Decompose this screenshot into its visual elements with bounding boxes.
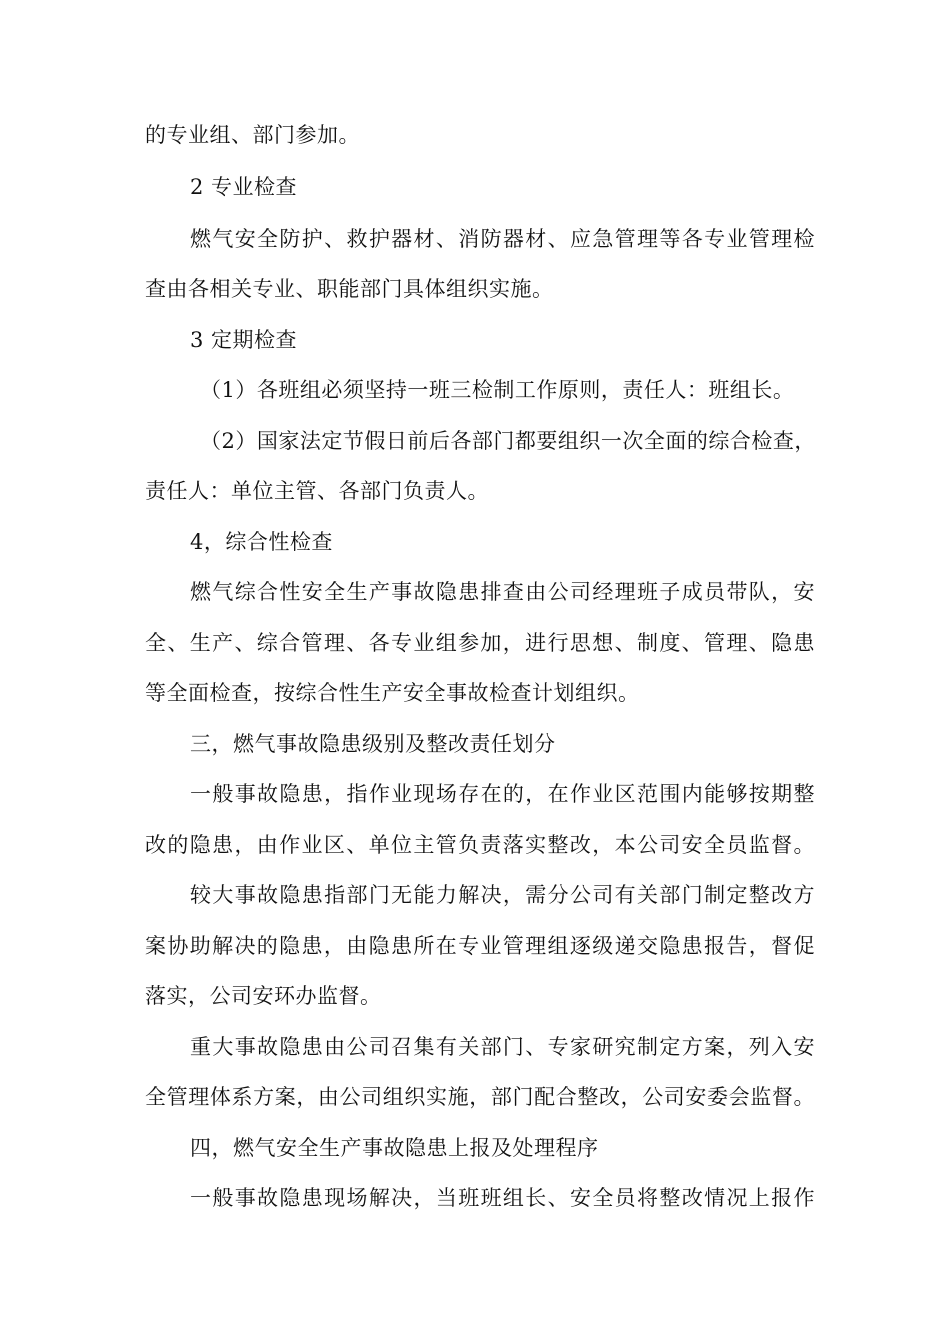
text-line: 重大事故隐患由公司召集有关部门、专家研究制定方案，列入安 (190, 1035, 815, 1059)
text-line: 全、生产、综合管理、各专业组参加，进行思想、制度、管理、隐患 (145, 631, 815, 655)
text-line: 等全面检查，按综合性生产安全事故检查计划组织。 (145, 681, 640, 705)
text-line: （2）国家法定节假日前后各部门都要组织一次全面的综合检查， (200, 429, 816, 453)
text-line: 燃气综合性安全生产事故隐患排查由公司经理班子成员带队，安 (190, 580, 815, 604)
text-line: 查由各相关专业、职能部门具体组织实施。 (145, 277, 554, 301)
text-line: 的专业组、部门参加。 (145, 123, 360, 147)
text-line: 落实，公司安环办监督。 (145, 984, 382, 1008)
section-heading: 4，综合性检查 (190, 530, 333, 554)
text-line: 全管理体系方案，由公司组织实施，部门配合整改，公司安委会监督。 (145, 1085, 815, 1109)
text-line: （1）各班组必须坚持一班三检制工作原则，责任人：班组长。 (200, 378, 795, 402)
text-line: 责任人：单位主管、各部门负责人。 (145, 479, 489, 503)
text-line: 改的隐患，由作业区、单位主管负责落实整改，本公司安全员监督。 (145, 833, 815, 857)
text-line: 较大事故隐患指部门无能力解决，需分公司有关部门制定整改方 (190, 883, 815, 907)
section-heading: 四，燃气安全生产事故隐患上报及处理程序 (190, 1136, 599, 1160)
text-line: 燃气安全防护、救护器材、消防器材、应急管理等各专业管理检 (190, 227, 815, 251)
section-heading: 3 定期检查 (190, 328, 298, 352)
section-heading: 三，燃气事故隐患级别及整改责任划分 (190, 732, 556, 756)
text-line: 一般事故隐患现场解决，当班班组长、安全员将整改情况上报作 (190, 1186, 815, 1210)
text-line: 一般事故隐患，指作业现场存在的，在作业区范围内能够按期整 (190, 782, 815, 806)
text-line: 案协助解决的隐患，由隐患所在专业管理组逐级递交隐患报告，督促 (145, 934, 815, 958)
section-heading: 2 专业检查 (190, 175, 298, 199)
